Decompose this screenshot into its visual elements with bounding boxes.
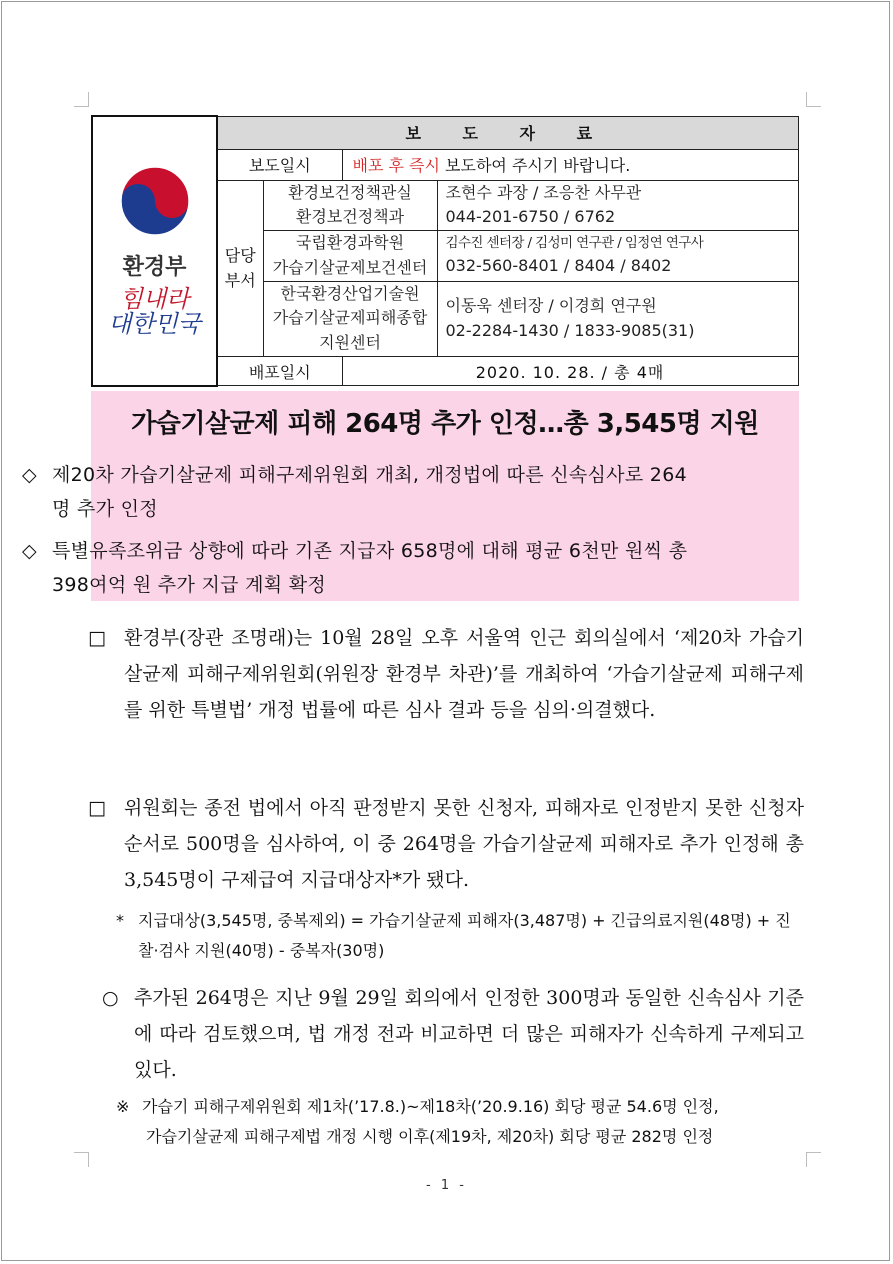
headline: 가습기살균제 피해 264명 추가 인정…총 3,545명 지원 bbox=[131, 409, 759, 439]
ministry-logo-cell bbox=[92, 116, 217, 386]
crop-mark-top-left bbox=[74, 92, 89, 107]
circle-bullet-icon: ○ bbox=[102, 987, 119, 1009]
press-release-header-table bbox=[91, 115, 799, 387]
reference-note-text: 가습기 피해구제위원회 제1차(’17.8.)~제18차(’20.9.16) 회당 평균 54.6명 인정, 가습기살균제 피해구제법 개정 시행 이후(제19차, 제20차) 회당 평균 282명 인정 bbox=[142, 1097, 719, 1146]
diamond-bullet-icon: ◇ bbox=[22, 540, 37, 562]
footnote-asterisk-text: 지급대상(3,545명, 중복제외) = 가습기살균제 피해자(3,487명) + 긴급의료지원(48명) + 진찰·검사 지원(40명) - 중복자(30명) bbox=[138, 911, 791, 960]
slogan-logo bbox=[93, 287, 216, 337]
asterisk-mark: * bbox=[116, 911, 124, 930]
summary-bullet-text-2: 특별유족조위금 상향에 따라 기존 지급자 658명에 대해 평균 6천만 원씩 총 398여억 원 추가 지급 계획 확정 bbox=[52, 540, 688, 596]
body-paragraph-2 bbox=[88, 790, 804, 898]
reference-note bbox=[116, 1092, 806, 1152]
slogan-line1: 힘내라 bbox=[119, 285, 190, 314]
dept-contact-3: 이동욱 센터장 / 이경희 연구원 02-2284-1430 / 1833-9085(31) bbox=[437, 281, 798, 356]
dept-name-3: 한국환경산업기술원 가습기살균제피해종합 지원센터 bbox=[263, 281, 437, 356]
dept-name-1: 환경보건정책관실 환경보건정책과 bbox=[263, 180, 437, 231]
page-number: - 1 - bbox=[426, 1178, 467, 1193]
summary-bullet-1 bbox=[22, 458, 702, 526]
taegeuk-emblem-icon bbox=[118, 164, 192, 238]
paragraph-2-text: 위원회는 종전 법에서 아직 판정받지 못한 신청자, 피해자로 인정받지 못한 신청자 순서로 500명을 심사하여, 이 중 264명을 가습기살균제 피해자로 추가 인정해 총 3,545명이 구제급여 지급대상자*가 됐다. bbox=[124, 797, 804, 891]
dept-name-2: 국립환경과학원 가습기살균제보건센터 bbox=[263, 231, 437, 282]
body-paragraph-3 bbox=[102, 980, 804, 1088]
distribution-value: 2020. 10. 28. / 총 4매 bbox=[342, 357, 798, 386]
slogan-line2: 대한민국 bbox=[108, 310, 201, 339]
document-title: 보 도 자 료 bbox=[217, 116, 798, 149]
summary-bullet-text-1: 제20차 가습기살균제 피해구제위원회 개최, 개정법에 따른 신속심사로 264명 추가 인정 bbox=[52, 464, 687, 520]
dept-contact-1: 조현수 과장 / 조응찬 사무관 044-201-6750 / 6762 bbox=[437, 180, 798, 231]
summary-bullet-2 bbox=[22, 534, 702, 602]
crop-mark-bottom-left bbox=[74, 1152, 89, 1167]
dept-contact-2: 김수진 센터장 / 김성미 연구관 / 임정연 연구사 032-560-8401 / 8404 / 8402 bbox=[437, 231, 798, 282]
release-label: 보도일시 bbox=[217, 149, 342, 180]
crop-mark-bottom-right bbox=[806, 1152, 821, 1167]
footnote-asterisk bbox=[116, 906, 806, 966]
paragraph-1-text: 환경부(장관 조명래)는 10월 28일 오후 서울역 인근 회의실에서 ‘제20차 가습기살균제 피해구제위원회(위원장 환경부 차관)’를 개최하여 ‘가습기살균제 피해구제를 위한 특별법’ 개정 법률에 따른 심사 결과 등을 심의·의결했다. bbox=[124, 627, 804, 721]
distribution-label: 배포일시 bbox=[217, 357, 342, 386]
square-bullet-icon: □ bbox=[88, 797, 106, 819]
body-paragraph-1 bbox=[88, 620, 804, 728]
dept-label: 담당 부서 bbox=[217, 180, 263, 357]
ministry-name: 환경부 bbox=[122, 255, 187, 281]
square-bullet-icon: □ bbox=[88, 627, 106, 649]
reference-mark: ※ bbox=[116, 1097, 130, 1116]
diamond-bullet-icon: ◇ bbox=[22, 464, 37, 486]
release-value bbox=[342, 149, 798, 180]
crop-mark-top-right bbox=[806, 92, 821, 107]
release-rest: 보도하여 주시기 바랍니다. bbox=[445, 156, 631, 175]
release-highlight: 배포 후 즉시 bbox=[352, 156, 440, 175]
paragraph-3-text: 추가된 264명은 지난 9월 29일 회의에서 인정한 300명과 동일한 신속심사 기준에 따라 검토했으며, 법 개정 전과 비교하면 더 많은 피해자가 신속하게 구제되고 있다. bbox=[134, 987, 804, 1081]
